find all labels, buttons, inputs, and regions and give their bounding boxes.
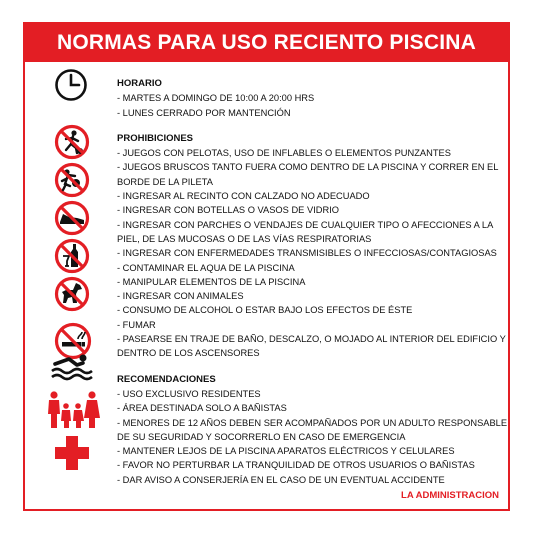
list-item: - FAVOR NO PERTURBAR LA TRANQUILIDAD DE OTROS USUARIOS O BAÑISTAS: [117, 460, 475, 471]
list-item: - USO EXCLUSIVO RESIDENTES: [117, 388, 261, 399]
list-item: - CONTAMINAR EL AQUA DE LA PISCINA: [117, 262, 295, 273]
no-glass-bottles-icon: [54, 236, 90, 276]
pool-rules-sign: [23, 22, 510, 511]
list-item: - MANIPULAR ELEMENTOS DE LA PISCINA: [117, 276, 306, 287]
sign-title: NORMAS PARA USO RECIENTO PISCINA: [25, 24, 508, 62]
rules-content: [117, 64, 509, 487]
list-item: - MARTES A DOMINGO DE 10:00 A 20:00 HRS: [117, 93, 315, 104]
list-item: - LUNES CERRADO POR MANTENCIÓN: [117, 107, 291, 118]
list-item: - FUMAR: [117, 319, 156, 330]
list-item: - MENORES DE 12 AÑOS DEBEN SER ACOMPAÑADOS POR UN ADULTO RESPONSABLE DE SU SEGURIDAD Y SOCORRERLO EN CASO DE EMERGENCIA: [117, 417, 508, 442]
family-icon: [46, 390, 100, 430]
clock-icon: [54, 68, 88, 102]
swimmer-icon: [49, 350, 97, 382]
list-item: - INGRESAR CON ENFERMEDADES TRANSMISIBLES O INFECCIOSAS/CONTAGIOSAS: [117, 248, 497, 259]
section-title-horario: HORARIO: [117, 78, 162, 89]
list-item: - INGRESAR CON ANIMALES: [117, 291, 244, 302]
list-item: - JUEGOS CON PELOTAS, USO DE INFLABLES O ELEMENTOS PUNZANTES: [117, 148, 451, 159]
list-item: - INGRESAR CON PARCHES O VENDAJES DE CUALQUIER TIPO O AFECCIONES A LA PIEL, DE LAS MUCOSAS O DE LAS VÍAS RESPIRATORIAS: [117, 219, 493, 244]
list-item: - CONSUMO DE ALCOHOL O ESTAR BAJO LOS EFECTOS DE ÉSTE: [117, 305, 413, 316]
section-title-prohibiciones: PROHIBICIONES: [117, 132, 194, 144]
section-title-recomendaciones: RECOMENDACIONES: [117, 373, 216, 385]
no-running-icon: [54, 162, 90, 198]
list-item: - MANTENER LEJOS DE LA PISCINA APARATOS ELÉCTRICOS Y CELULARES: [117, 446, 455, 457]
list-item: - INGRESAR CON BOTELLAS O VASOS DE VIDRIO: [117, 205, 339, 216]
list-item: - PASEARSE EN TRAJE DE BAÑO, DESCALZO, O MOJADO AL INTERIOR DEL EDIFICIO Y DENTRO DE LOS ASCENSORES: [117, 334, 506, 359]
list-item: - DAR AVISO A CONSERJERÍA EN EL CASO DE UN EVENTUAL ACCIDENTE: [117, 474, 445, 485]
no-ball-games-icon: [54, 124, 90, 160]
footer-signature: LA ADMINISTRACION: [401, 490, 499, 501]
list-item: - ÁREA DESTINADA SOLO A BAÑISTAS: [117, 403, 287, 414]
list-item: - INGRESAR AL RECINTO CON CALZADO NO ADECUADO: [117, 191, 370, 202]
first-aid-cross-icon: [55, 436, 89, 470]
list-item: - JUEGOS BRUSCOS TANTO FUERA COMO DENTRO DE LA PISCINA Y CORRER EN EL BORDE DE LA PILETA: [117, 162, 499, 187]
no-shoes-icon: [54, 200, 90, 236]
no-animals-icon: [54, 276, 90, 312]
